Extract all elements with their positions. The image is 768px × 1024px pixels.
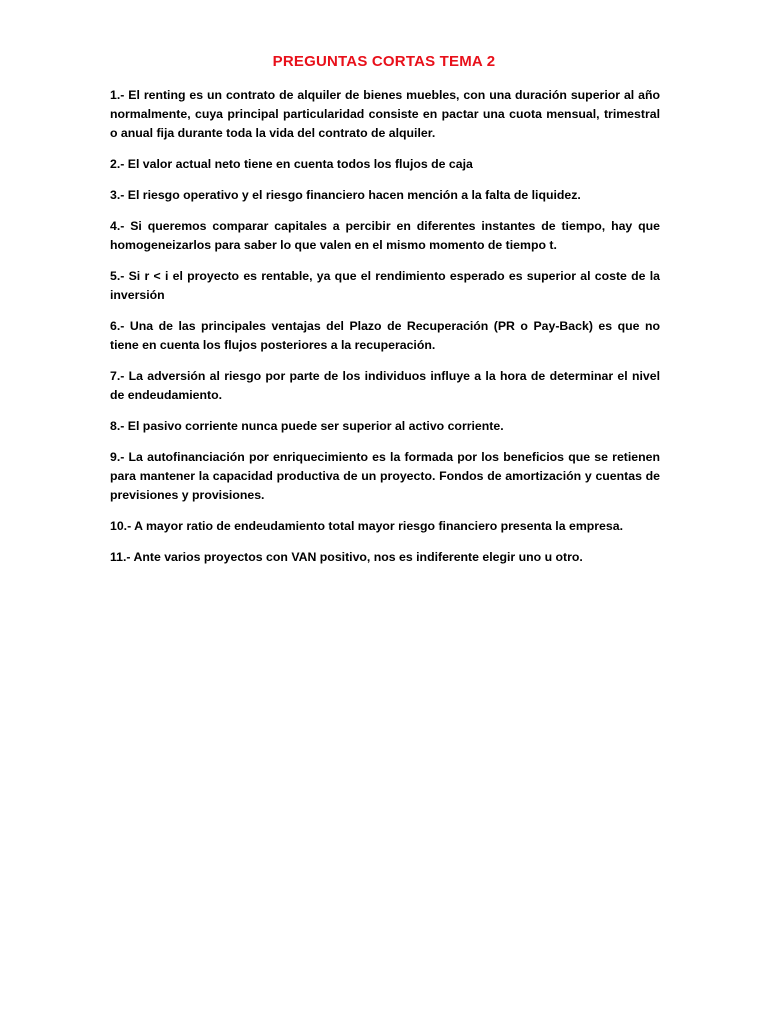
question-item: 8.- El pasivo corriente nunca puede ser superior al activo corriente.	[110, 419, 504, 433]
question-item: 11.- Ante varios proyectos con VAN positivo, nos es indiferente elegir uno u otro.	[110, 550, 583, 564]
question-item: 3.- El riesgo operativo y el riesgo financiero hacen mención a la falta de liquidez.	[110, 188, 581, 202]
question-list	[110, 86, 660, 579]
document-title: PREGUNTAS CORTAS TEMA 2	[272, 53, 496, 70]
question-item: 5.- Si r < i el proyecto es rentable, ya que el rendimiento esperado es superior al coste de la inversión	[110, 269, 660, 302]
question-item: 7.- La adversión al riesgo por parte de los individuos influye a la hora de determinar el nivel de endeudamiento.	[110, 369, 660, 402]
question-item: 2.- El valor actual neto tiene en cuenta todos los flujos de caja	[110, 157, 473, 171]
question-item: 9.- La autofinanciación por enriquecimiento es la formada por los beneficios que se retienen para mantener la capacidad productiva de un proyecto. Fondos de amortización y cuentas de previsiones y provisiones.	[110, 450, 660, 502]
question-item: 10.- A mayor ratio de endeudamiento total mayor riesgo financiero presenta la empresa.	[110, 519, 623, 533]
question-item: 4.- Si queremos comparar capitales a percibir en diferentes instantes de tiempo, hay que homogeneizarlos para saber lo que valen en el mismo momento de tiempo t.	[110, 219, 660, 252]
question-item: 6.- Una de las principales ventajas del Plazo de Recuperación (PR o Pay-Back) es que no tiene en cuenta los flujos posteriores a la recuperación.	[110, 319, 660, 352]
question-item: 1.- El renting es un contrato de alquiler de bienes muebles, con una duración superior al año normalmente, cuya principal particularidad consiste en pactar una cuota mensual, trimestral o anual fija durante toda la vida del contrato de alquiler.	[110, 88, 660, 140]
